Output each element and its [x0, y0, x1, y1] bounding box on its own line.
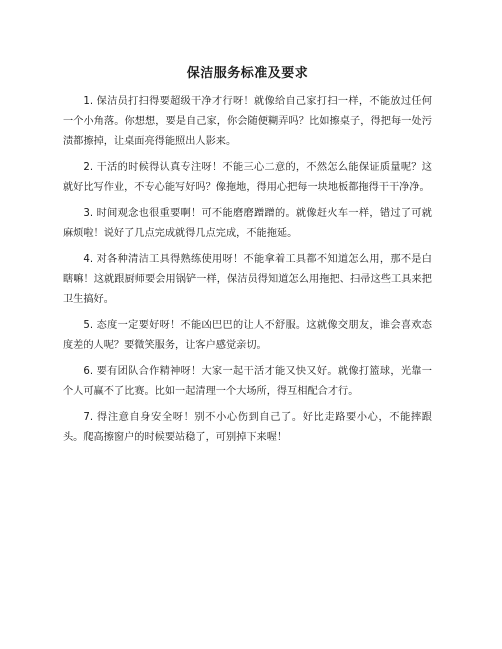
- paragraph-3: 3. 时间观念也很重要啊！可不能磨磨蹭蹭的。就像赶火车一样，错过了可就麻烦啦！说好了几点完成就得几点完成，不能拖延。: [63, 208, 432, 239]
- paragraph-7: 7. 得注意自身安全呀！别不小心伤到自己了。好比走路要小心，不能摔跟头。爬高擦窗户的时候要站稳了，可别掉下来喔！: [63, 412, 432, 443]
- paragraph-1: 1. 保洁员打扫得要超级干净才行呀！就像给自己家打扫一样，不能放过任何一个小角落。你想想，要是自己家，你会随便糊弄吗？比如擦桌子，得把每一处污渍都擦掉，让桌面亮得能照出人影来。: [63, 96, 432, 147]
- paragraph-5: 5. 态度一定要好呀！不能凶巴巴的让人不舒服。这就像交朋友，谁会喜欢态度差的人呢？要微笑服务，让客户感觉亲切。: [63, 320, 432, 351]
- paragraph-2: 2. 干活的时候得认真专注呀！不能三心二意的，不然怎么能保证质量呢？这就好比写作业，不专心能写好吗？像拖地，得用心把每一块地板都拖得干干净净。: [63, 162, 432, 193]
- paragraph-6: 6. 要有团队合作精神呀！大家一起干活才能又快又好。就像打篮球，光靠一个人可赢不了比赛。比如一起清理一个大场所，得互相配合才行。: [63, 366, 432, 397]
- document-title: 保洁服务标准及要求: [186, 66, 309, 81]
- paragraph-4: 4. 对各种清洁工具得熟练使用呀！不能拿着工具都不知道怎么用，那不是白瞎嘛！这就跟厨师要会用锅铲一样，保洁员得知道怎么用拖把、扫帚这些工具来把卫生搞好。: [63, 254, 432, 305]
